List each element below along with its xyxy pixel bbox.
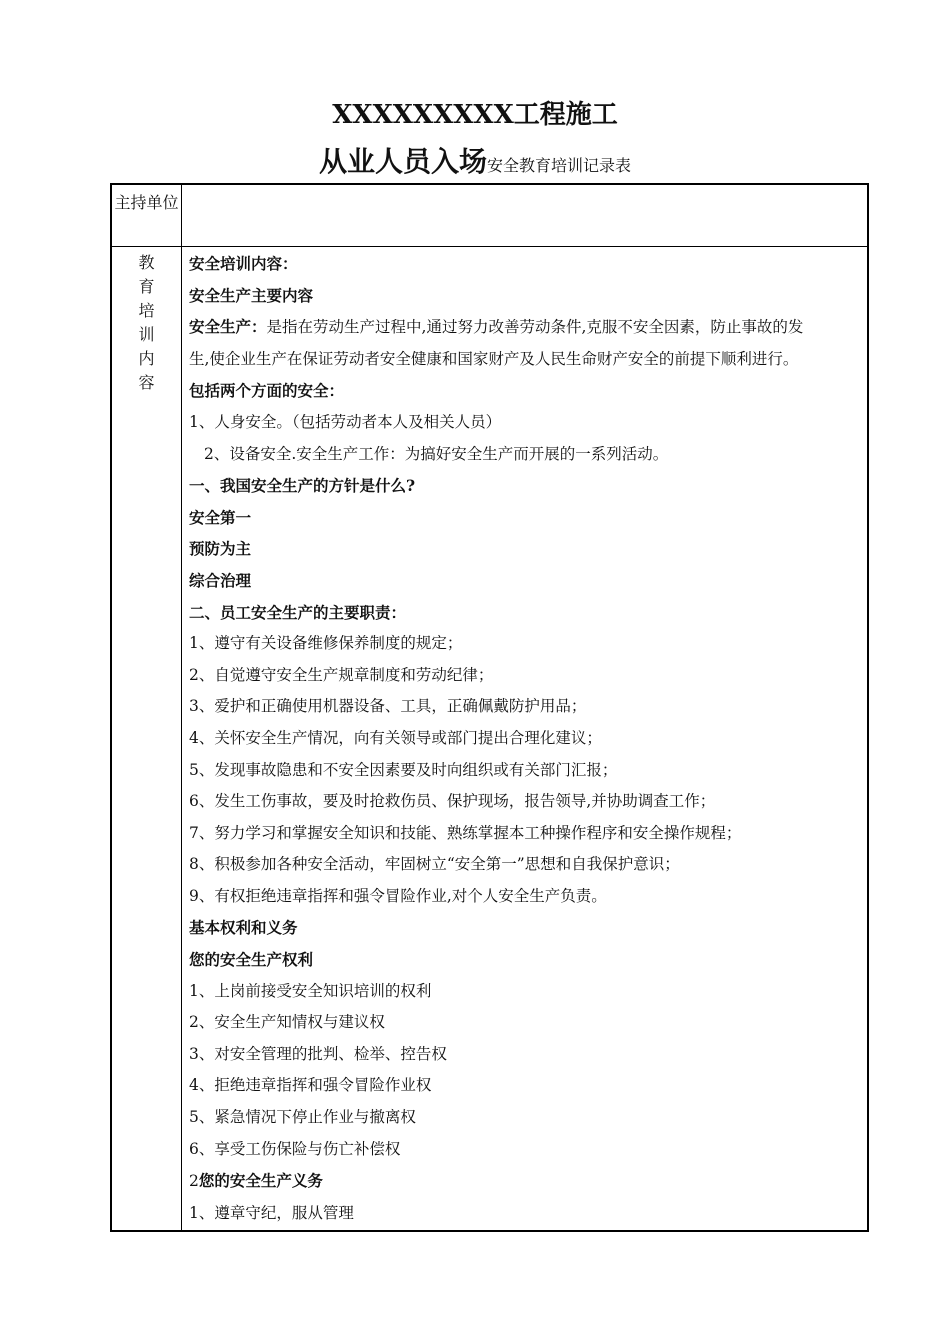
content-line-text: 1、遵章守纪，服从管理 (189, 1203, 354, 1222)
content-line-text: 9、有权拒绝违章指挥和强令冒险作业,对个人安全生产负责。 (189, 886, 607, 905)
content-line-text: 预防为主 (189, 539, 252, 559)
education-label-char: 内 (138, 349, 155, 368)
content-line (189, 976, 864, 1008)
content-line-prefix: 安全生产： (189, 317, 267, 337)
content-line (189, 1165, 864, 1198)
content-line-text: 2、自觉遵守安全生产规章制度和劳动纪律； (189, 665, 494, 684)
content-line-text: 是指在劳动生产过程中,通过努力改善劳动条件,克服不安全因素，防止事故的发 (266, 318, 804, 337)
content-line (189, 280, 864, 312)
content-line-text: 3、对安全管理的批判、检举、控告权 (189, 1044, 447, 1063)
content-line (189, 248, 864, 280)
content-line-text: 4、关怀安全生产情况，向有关领导或部门提出合理化建议； (189, 728, 602, 747)
subtitle-sub: 安全教育培训记录表 (487, 156, 632, 175)
content-line (189, 439, 864, 471)
content-line (189, 502, 864, 534)
content-line (189, 818, 864, 850)
page-title: XXXXXXXXX工程施工 (332, 100, 618, 130)
host-unit-label: 主持单位 (114, 193, 179, 212)
content-line (189, 1102, 864, 1134)
content-line-text: 1、遵守有关设备维修保养制度的规定； (189, 634, 463, 653)
education-label-char: 训 (138, 325, 155, 344)
content-line-text: 综合治理 (189, 570, 252, 590)
content-line-text: 6、发生工伤事故，要及时抢救伤员、保护现场，报告领导,并协助调查工作； (189, 792, 716, 811)
content-line-text: 2、设备安全.安全生产工作：为搞好安全生产而开展的一系列活动。 (204, 444, 669, 463)
content-line (189, 407, 864, 439)
content-line-text: 安全培训内容： (189, 254, 298, 273)
content-line-text: 您的安全生产义务 (198, 1171, 323, 1191)
content-line-text: 3、爱护和正确使用机器设备、工具，正确佩戴防护用品； (189, 697, 587, 716)
content-line-text: 基本权利和义务 (189, 918, 298, 938)
content-line-text: 6、享受工伤保险与伤亡补偿权 (189, 1139, 401, 1158)
education-label-char: 容 (138, 373, 155, 392)
content-line (189, 565, 864, 597)
content-line (189, 1039, 864, 1071)
content-line (189, 1007, 864, 1039)
content-line (189, 1198, 864, 1230)
content-line-text: 包括两个方面的安全： (189, 381, 345, 401)
content-line-text: 您的安全生产权利 (189, 950, 314, 970)
column-divider (181, 185, 182, 1230)
content-line-text: 二、员工安全生产的主要职责： (189, 602, 407, 622)
training-record-table (110, 183, 869, 1232)
content-line (189, 1070, 864, 1102)
content-line (189, 660, 864, 692)
content-line (189, 723, 864, 755)
content-line-text: 8、积极参加各种安全活动，牢固树立“安全第一”思想和自我保护意识； (189, 855, 680, 874)
content-line (189, 1134, 864, 1166)
content-line (189, 944, 864, 976)
content-line (189, 786, 864, 818)
content-line (189, 912, 864, 944)
content-line-text: 5、发现事故隐患和不安全因素要及时向组织或有关部门汇报； (189, 760, 618, 779)
content-line (189, 849, 864, 881)
page-subtitle (0, 142, 950, 186)
content-line (189, 311, 864, 344)
content-line-number: 2 (189, 1172, 199, 1191)
content-line-text: 安全生产主要内容 (189, 285, 314, 305)
education-content-label (112, 251, 181, 395)
content-line-text: 1、人身安全。（包括劳动者本人及相关人员） (189, 412, 502, 431)
row-divider (112, 246, 867, 247)
subtitle-main: 从业人员入场 (318, 145, 487, 178)
content-line (189, 597, 864, 629)
content-line (189, 375, 864, 407)
content-line-text: 1、上岗前接受安全知识培训的权利 (189, 981, 432, 1000)
education-label-char: 育 (138, 277, 155, 296)
content-line (189, 533, 864, 565)
training-content (189, 248, 864, 1229)
content-line (189, 691, 864, 723)
education-label-char: 培 (138, 301, 155, 320)
content-line-text: 4、拒绝违章指挥和强令冒险作业权 (189, 1076, 432, 1095)
content-line (189, 755, 864, 787)
content-line-text: 7、努力学习和掌握安全知识和技能、熟练掌握本工种操作程序和安全操作规程； (189, 823, 742, 842)
content-line-text: 生,使企业生产在保证劳动者安全健康和国家财产及人民生命财产安全的前提下顺利进行。 (189, 349, 799, 368)
content-line-text: 5、紧急情况下停止作业与撤离权 (189, 1108, 416, 1127)
content-line-text: 2、安全生产知情权与建议权 (189, 1013, 385, 1032)
content-line (189, 881, 864, 913)
education-label-char: 教 (138, 253, 155, 272)
content-line (189, 344, 864, 376)
content-line (189, 470, 864, 502)
content-line-text: 安全第一 (189, 507, 252, 527)
content-line (189, 628, 864, 660)
content-line-text: 一、我国安全生产的方针是什么? (189, 476, 416, 496)
